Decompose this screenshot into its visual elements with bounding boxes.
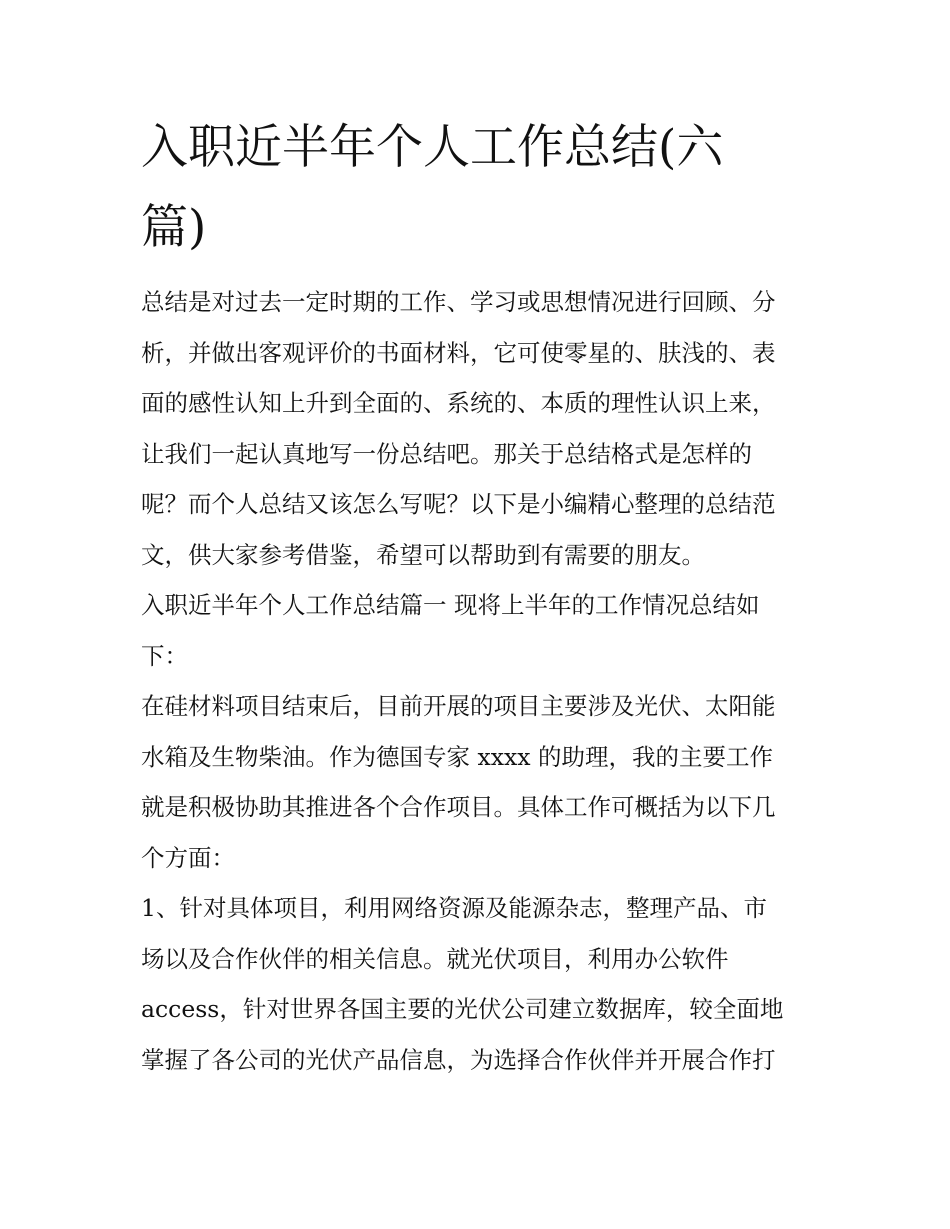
text-line: 个方面： xyxy=(141,843,235,872)
text-line: 1、针对具体项目，利用网络资源及能源杂志，整理产品、市 xyxy=(141,894,767,922)
text-line: 面的感性认知上升到全面的、系统的、本质的理性认识上来， xyxy=(141,389,776,417)
text-line: 场以及合作伙伴的相关信息。就光伏项目，利用办公软件 xyxy=(141,944,729,973)
list-item-paragraph xyxy=(141,883,831,1085)
text-line: 掌握了各公司的光伏产品信息，为选择合作伙伴并开展合作打 xyxy=(141,1045,776,1074)
text-line: access，针对世界各国主要的光伏公司建立数据库，较全面地 xyxy=(141,995,784,1023)
title-line: 入职近半年个人工作总结(六 xyxy=(141,120,724,175)
body-paragraph xyxy=(141,681,831,883)
intro-paragraph xyxy=(141,277,831,580)
text-line: 在硅材料项目结束后，目前开展的项目主要涉及光伏、太阳能 xyxy=(141,692,776,720)
text-line: 文，供大家参考借鉴，希望可以帮助到有需要的朋友。 xyxy=(141,540,705,569)
document-title xyxy=(141,108,723,268)
text-line: 总结是对过去一定时期的工作、学习或思想情况进行回顾、分 xyxy=(141,288,776,316)
text-line: 就是积极协助其推进各个合作项目。具体工作可概括为以下几 xyxy=(141,793,776,821)
text-line: 析，并做出客观评价的书面材料，它可使零星的、肤浅的、表 xyxy=(141,338,776,367)
section-heading-paragraph xyxy=(141,580,831,681)
title-line: 篇) xyxy=(141,200,207,255)
text-line: 让我们一起认真地写一份总结吧。那关于总结格式是怎样的 xyxy=(141,439,752,468)
text-line: 呢？而个人总结又该怎么写呢？以下是小编精心整理的总结范 xyxy=(141,490,776,518)
text-line: 水箱及生物柴油。作为德国专家 xxxx 的助理，我的主要工作 xyxy=(141,742,773,771)
text-line: 下： xyxy=(141,641,188,670)
document-body xyxy=(141,277,831,1085)
text-line: 入职近半年个人工作总结篇一 现将上半年的工作情况总结如 xyxy=(141,591,760,619)
